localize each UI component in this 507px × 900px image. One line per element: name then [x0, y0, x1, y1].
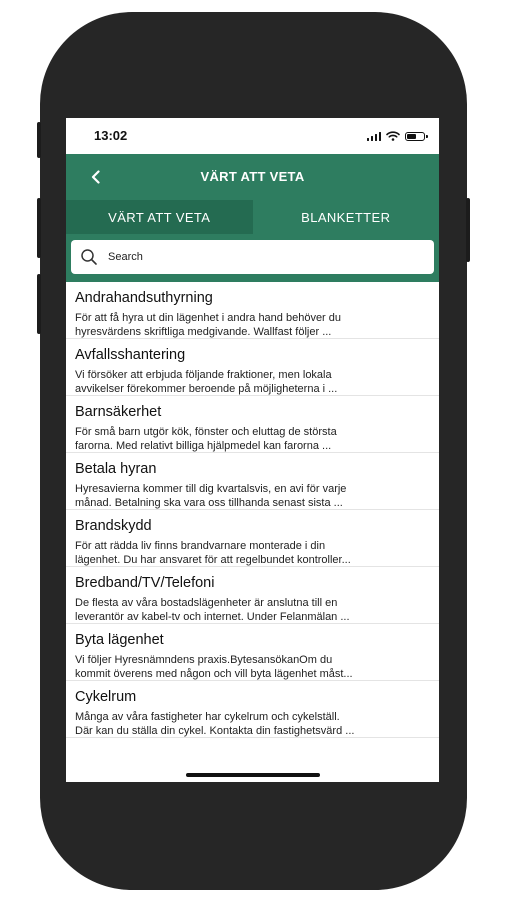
list-item-title: Barnsäkerhet: [75, 404, 162, 420]
home-indicator[interactable]: [186, 773, 320, 777]
list-item-description: Hyresavierna kommer till dig kvartalsvis, en avi för varje månad. Betalning ska vara oss tillhanda senast sista ...: [75, 483, 347, 509]
list-item-title: Cykelrum: [75, 689, 137, 705]
list-item-description: Vi följer Hyresnämndens praxis.BytesansökanOm du kommit överens med någon och vill byta lägenhet måst...: [75, 654, 353, 680]
list-item[interactable]: [66, 681, 439, 738]
side-button-power: [466, 198, 470, 262]
list-item-description: För att få hyra ut din lägenhet i andra hand behöver du hyresvärdens skriftliga medgivande. Wallfast följer ...: [75, 312, 342, 338]
side-button-silent: [37, 122, 41, 158]
search-box[interactable]: [71, 240, 434, 274]
tab-vart-att-veta[interactable]: VÄRT ATT VETA: [66, 200, 253, 234]
article-list: [66, 282, 439, 738]
list-item-title: Byta lägenhet: [75, 632, 164, 648]
list-item-title: Andrahandsuthyrning: [75, 290, 213, 306]
signal-icon: [367, 131, 382, 141]
header-bar: [66, 154, 439, 200]
search-icon: [80, 248, 98, 266]
list-item-description: Vi försöker att erbjuda följande fraktioner, men lokala avvikelser förekommer beroende på möjligheterna i ...: [75, 369, 338, 395]
list-item-title: Avfallsshantering: [75, 347, 186, 363]
list-item-title: Brandskydd: [75, 518, 152, 534]
tab-bar: [66, 200, 439, 234]
battery-icon: [405, 132, 425, 141]
list-item[interactable]: [66, 624, 439, 681]
status-icons: [367, 129, 426, 143]
wifi-icon: [386, 131, 400, 141]
list-item[interactable]: [66, 282, 439, 339]
list-item-description: För att rädda liv finns brandvarnare monterade i din lägenhet. Du har ansvaret för att regelbundet kontroller...: [75, 540, 351, 566]
tab-blanketter[interactable]: BLANKETTER: [301, 209, 391, 225]
list-item[interactable]: [66, 453, 439, 510]
list-item-title: Betala hyran: [75, 461, 157, 477]
list-item-description: Många av våra fastigheter har cykelrum och cykelställ. Där kan du ställa din cykel. Kontakta din fastighetsvärd ...: [75, 711, 355, 737]
list-item-description: De flesta av våra bostadslägenheter är anslutna till en leverantör av kabel-tv och internet. Under Felanmälan ...: [75, 597, 350, 623]
side-button-volume-up: [37, 198, 41, 258]
side-button-volume-down: [37, 274, 41, 334]
search-input[interactable]: [106, 250, 370, 264]
status-bar: [66, 118, 439, 154]
app-screen: [66, 118, 439, 782]
list-item[interactable]: [66, 510, 439, 567]
list-item[interactable]: [66, 339, 439, 396]
list-item-title: Bredband/TV/Telefoni: [75, 575, 215, 591]
page-title: VÄRT ATT VETA: [200, 169, 305, 184]
search-bar: [66, 234, 439, 282]
list-item-description: För små barn utgör kök, fönster och eluttag de största farorna. Med relativt billiga hjälpmedel kan farorna ...: [75, 426, 337, 452]
list-item[interactable]: [66, 396, 439, 453]
list-item[interactable]: [66, 567, 439, 624]
status-time: 13:02: [94, 128, 128, 143]
